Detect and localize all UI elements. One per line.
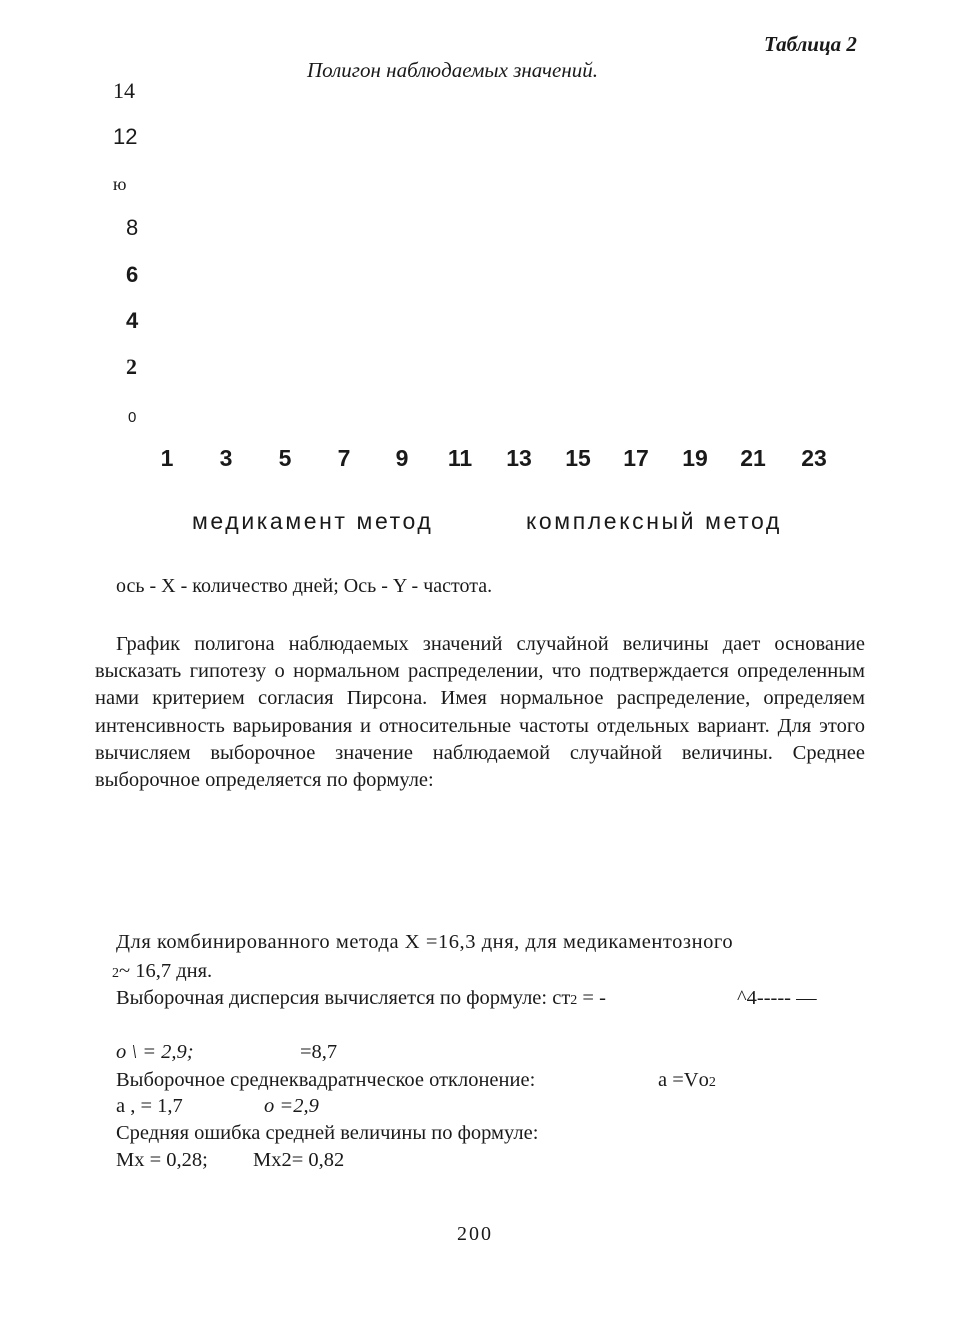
body-paragraph xyxy=(95,631,865,794)
std-formula xyxy=(658,1069,716,1092)
y-tick-label: 6 xyxy=(126,262,139,287)
y-tick-label: 2 xyxy=(126,354,137,379)
sigma-value-2: =8,7 xyxy=(300,1041,338,1063)
dispersion-label: Выборочная дисперсия вычисляется по формуле: ст xyxy=(116,987,571,1009)
x-tick-label: 7 xyxy=(337,445,351,471)
medication-method-line xyxy=(112,960,212,983)
y-tick-label: 12 xyxy=(113,124,138,149)
y-tick-label: 14 xyxy=(113,78,135,103)
x-tick-label: 15 xyxy=(565,445,591,471)
sigma-value-1: о \ = 2,9; xyxy=(116,1041,194,1063)
paragraph-text: График полигона наблюдаемых значений случайной величины дает основание высказать гипотезу о нормальном распределении, что подтверждается определенным нами критерием согласия Пирсона. Имея нормальное распределение, определяем интенсивность варьирования и относительные частоты отдельных вариант. Для этого вычисляем выборочное значение наблюдаемой случайной величины. Среднее выборочное определяется по формуле: xyxy=(95,633,865,792)
formula-text: а =Vо xyxy=(658,1069,709,1091)
y-tick-label: 8 xyxy=(126,215,139,240)
subscript: 2 xyxy=(112,966,119,981)
x-tick-label: 17 xyxy=(623,445,649,471)
x-tick-label: 19 xyxy=(682,445,708,471)
x-tick-label: 9 xyxy=(395,445,409,471)
page-number: 200 xyxy=(457,1223,493,1245)
axis-description: ось - X - количество дней; Ось - Y - частота. xyxy=(116,575,493,597)
dispersion-line xyxy=(116,987,606,1010)
dispersion-formula-tail: ^4----- — xyxy=(737,987,817,1009)
dispersion-formula: = - xyxy=(577,987,606,1009)
value-text: ~ 16,7 дня. xyxy=(119,960,213,982)
subscript: 2 xyxy=(570,993,578,1008)
a-value-2 xyxy=(264,1095,319,1118)
y-tick-label: ю xyxy=(113,174,127,194)
mx-value-2 xyxy=(253,1149,344,1172)
x-tick-label: 3 xyxy=(219,445,233,471)
symbol: о xyxy=(264,1095,275,1117)
subscript: 2 xyxy=(708,1075,716,1090)
mx-value-1: Мх = 0,28; xyxy=(116,1149,208,1171)
value: =2,9 xyxy=(274,1095,319,1117)
y-tick-label: 0 xyxy=(128,409,137,426)
x-tick-label: 23 xyxy=(801,445,827,471)
x-tick-label: 13 xyxy=(506,445,532,471)
a-value-1: а , = 1,7 xyxy=(116,1095,183,1117)
table-label: Таблица 2 xyxy=(764,32,857,56)
x-tick-label: 5 xyxy=(278,445,292,471)
legend-item-medication: медикамент метод xyxy=(192,508,434,534)
combined-method-line: Для комбинированного метода Х =16,3 дня, для медикаментозного xyxy=(116,931,734,953)
legend-item-complex: комплексный метод xyxy=(526,508,782,534)
x-tick-label: 21 xyxy=(740,445,766,471)
value: = 0,82 xyxy=(291,1149,345,1171)
label: Мх2 xyxy=(253,1149,292,1171)
chart-title: Полигон наблюдаемых значений. xyxy=(307,58,599,82)
mean-error-line: Средняя ошибка средней величины по формуле: xyxy=(116,1122,539,1144)
x-tick-label: 11 xyxy=(447,445,473,471)
std-deviation-line: Выборочное среднеквадратнческое отклонение: xyxy=(116,1069,536,1091)
x-tick-label: 1 xyxy=(160,445,174,471)
y-tick-label: 4 xyxy=(126,308,139,333)
